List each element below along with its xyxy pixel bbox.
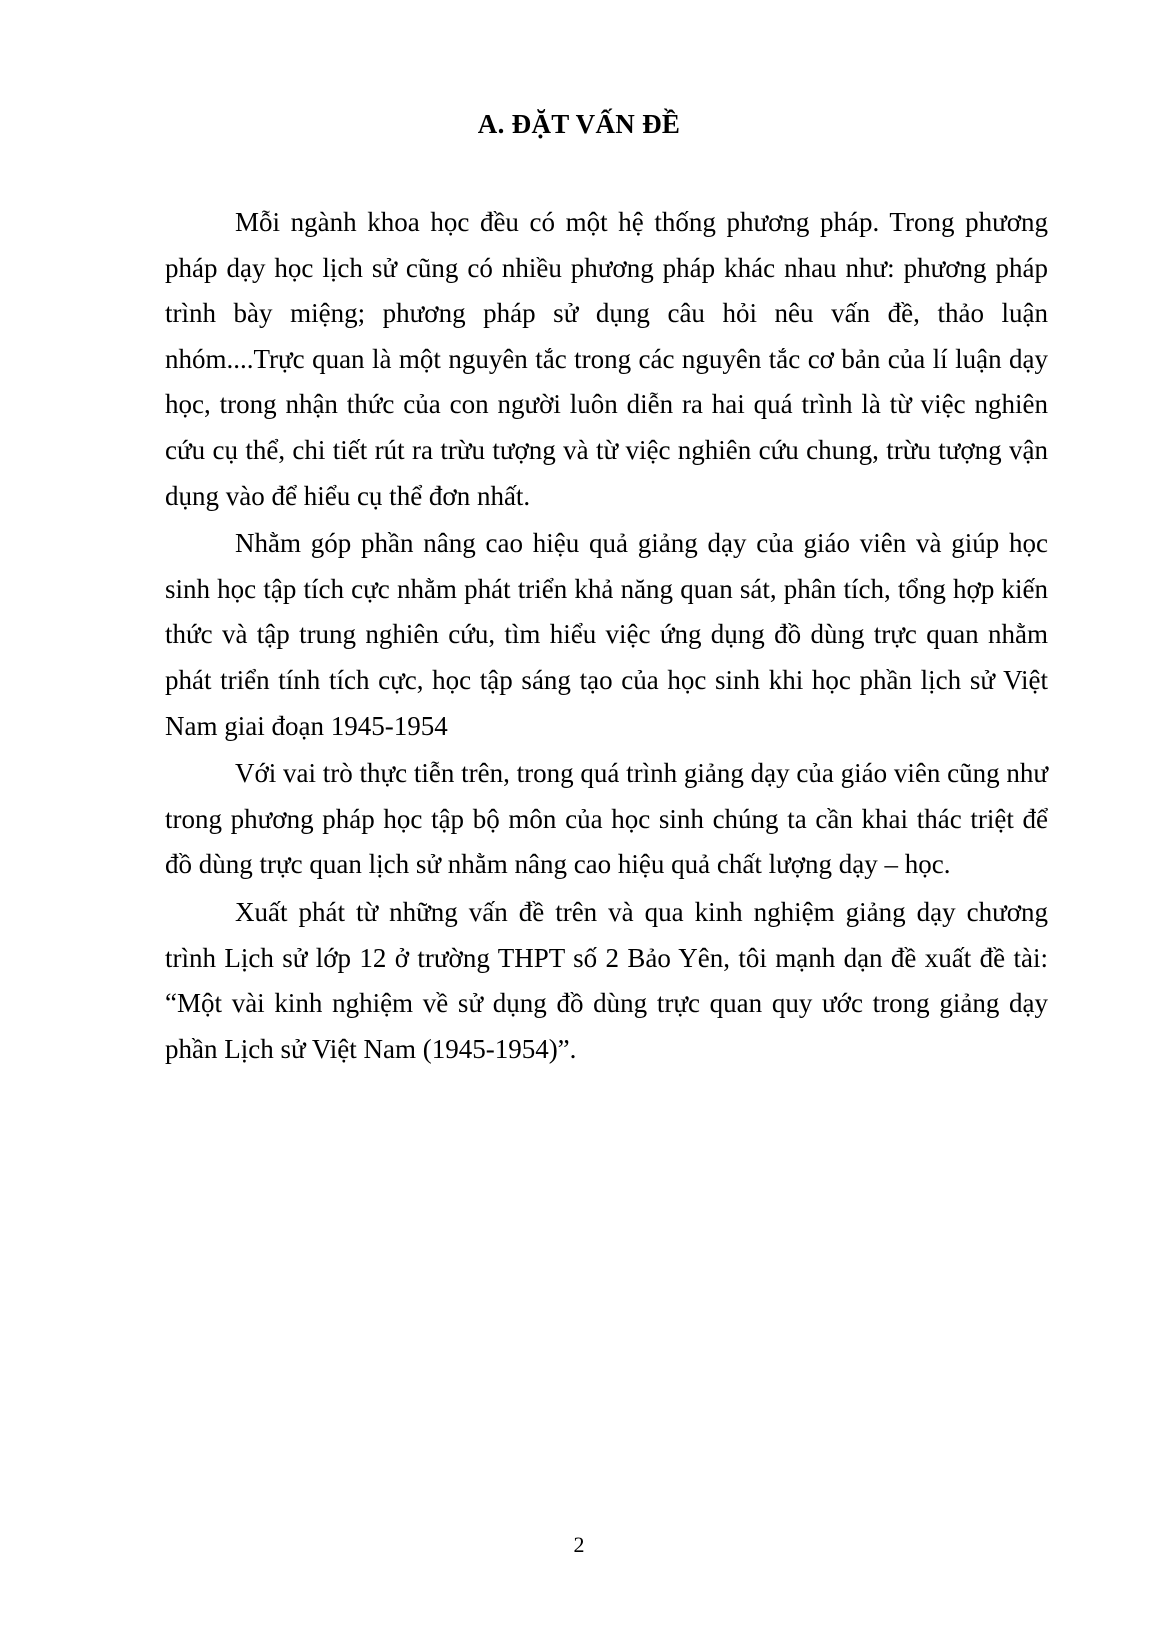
page-number: 2 [573, 1532, 585, 1557]
paragraph-4: Xuất phát từ những vấn đề trên và qua kinh nghiệm giảng dạy chương trình Lịch sử lớp 12 ở trường THPT số 2 Bảo Yên, tôi mạnh dạn đề xuất đề tài: “Một vài kinh nghiệm về sử dụng đồ dùng trực quan quy ước trong giảng dạy phần Lịch sử Việt Nam (1945-1954)”. [165, 896, 1048, 1064]
paragraph-1: Mỗi ngành khoa học đều có một hệ thống phương pháp. Trong phương pháp dạy học lịch sử cũng có nhiều phương pháp khác nhau như: phương pháp trình bày miệng; phương pháp sử dụng câu hỏi nêu vấn đề, thảo luận nhóm....Trực quan là một nguyên tắc trong các nguyên tắc cơ bản của lí luận dạy học, trong nhận thức của con người luôn diễn ra hai quá trình là từ việc nghiên cứu cụ thể, chi tiết rút ra trừu tượng và từ việc nghiên cứu chung, trừu tượng vận dụng vào để hiểu cụ thể đơn nhất. [165, 207, 1048, 511]
paragraph-3: Với vai trò thực tiễn trên, trong quá trình giảng dạy của giáo viên cũng như trong phương pháp học tập bộ môn của học sinh chúng ta cần khai thác triệt để đồ dùng trực quan lịch sử nhằm nâng cao hiệu quả chất lượng dạy – học. [165, 758, 1048, 880]
section-heading: A. ĐẶT VẤN ĐỀ [477, 109, 681, 139]
body-text [165, 200, 1048, 1074]
paragraph-2: Nhằm góp phần nâng cao hiệu quả giảng dạy của giáo viên và giúp học sinh học tập tích cực nhằm phát triển khả năng quan sát, phân tích, tổng hợp kiến thức và tập trung nghiên cứu, tìm hiểu việc ứng dụng đồ dùng trực quan nhằm phát triển tính tích cực, học tập sáng tạo của học sinh khi học phần lịch sử Việt Nam giai đoạn 1945-1954 [165, 528, 1048, 741]
